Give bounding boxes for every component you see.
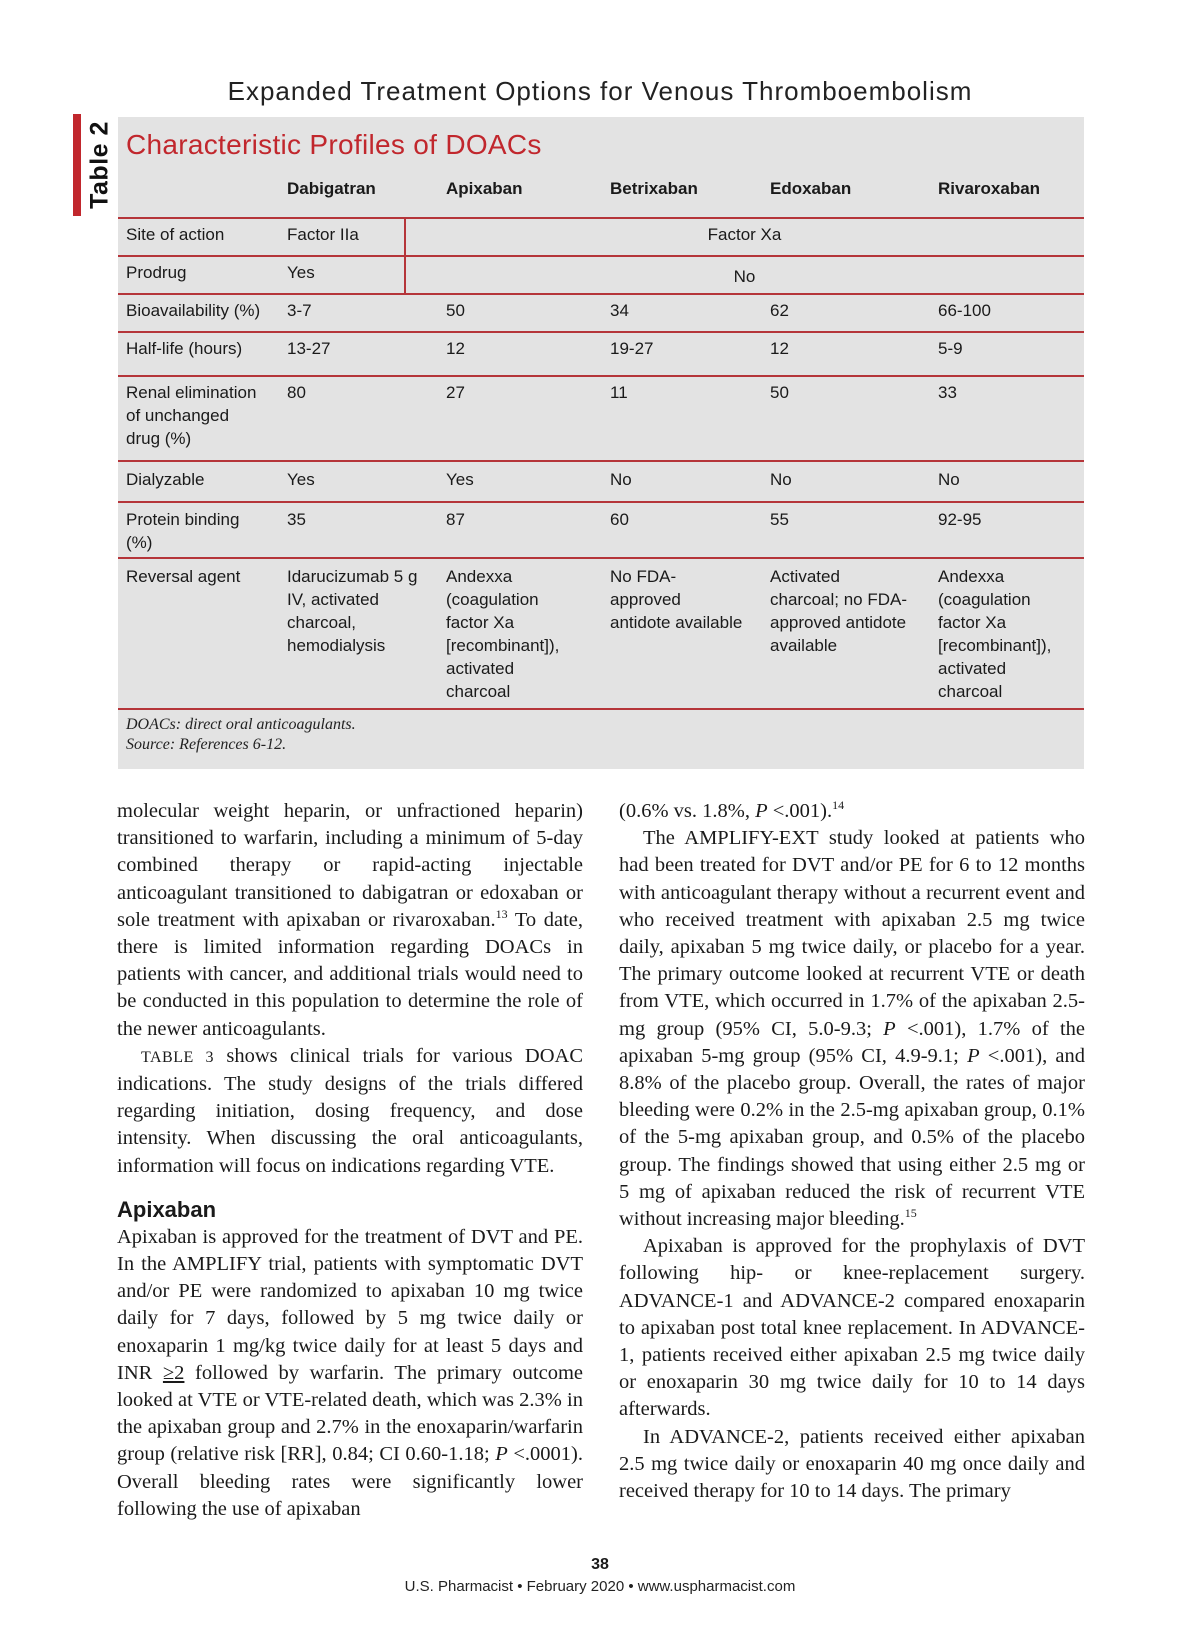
dialyzable-betrixaban: No bbox=[610, 470, 632, 489]
row-label-prodrug: Prodrug bbox=[126, 263, 187, 282]
dialyzable-apixaban: Yes bbox=[446, 470, 474, 489]
table-label-text: Table 2 bbox=[85, 121, 114, 209]
renal-elimination-rivaroxaban: 33 bbox=[938, 383, 957, 402]
column-header-dabigatran: Dabigatran bbox=[287, 179, 376, 198]
page-footer: U.S. Pharmacist • February 2020 • www.uspharmacist.com bbox=[404, 1578, 796, 1595]
paragraph: In ADVANCE-2, patients received either apixaban 2.5 mg twice daily or enoxaparin 40 mg once daily and received therapy for 10 to 14 days. The primary bbox=[619, 1425, 1085, 1503]
reversal-agent-rivaroxaban: Andexxa (coagulation factor Xa [recombinant]), activated charcoal bbox=[938, 567, 1052, 701]
paragraph: TABLE 3 shows clinical trials for various DOAC indications. The study designs of the trials differed regarding initiation, dosing frequency, and dose intensity. When discussing the oral anticoagulants, information will focus on indications regarding VTE. bbox=[117, 1044, 584, 1177]
bioavailability-betrixaban: 34 bbox=[610, 301, 629, 320]
reversal-agent-dabigatran: Idarucizumab 5 g IV, activated charcoal, hemodialysis bbox=[287, 567, 418, 655]
bioavailability-dabigatran: 3-7 bbox=[287, 301, 312, 320]
half-life-betrixaban: 19-27 bbox=[610, 339, 654, 358]
row-rule bbox=[118, 217, 1084, 219]
running-head: Expanded Treatment Options for Venous Thromboembolism bbox=[227, 76, 973, 106]
column-header-apixaban: Apixaban bbox=[446, 179, 523, 198]
row-label-half-life: Half-life (hours) bbox=[126, 339, 243, 358]
row-rule bbox=[118, 460, 1084, 462]
row-label-reversal-agent: Reversal agent bbox=[126, 567, 241, 586]
reference-superscript: 15 bbox=[904, 1206, 917, 1221]
row-rule bbox=[118, 331, 1084, 333]
row-label-renal-elimination: Renal elimination of unchanged drug (%) bbox=[126, 383, 257, 448]
paragraph: molecular weight heparin, or unfractioned heparin) transitioned to warfarin, including a minimum of 5-day combined therapy or rapid-acting injectable anticoagulant transitioned to dabigatran or edoxaban or sole treatment with apixaban or rivaroxaban.$^{13}$ To date, there is limited information regarding DOACs in patients with cancer, and additional trials would need to be conducted in this population to determine the role of the newer anticoagulants. bbox=[117, 800, 583, 1040]
doac-table-panel bbox=[118, 117, 1084, 769]
renal-elimination-dabigatran: 80 bbox=[287, 383, 306, 402]
column-divider bbox=[404, 217, 406, 293]
reversal-agent-apixaban: Andexxa (coagulation factor Xa [recombinant]), activated charcoal bbox=[446, 567, 560, 701]
row-rule bbox=[118, 293, 1084, 295]
site-of-action-dabigatran: Factor IIa bbox=[287, 225, 359, 244]
row-label-site-of-action: Site of action bbox=[126, 225, 225, 244]
paragraph: Apixaban is approved for the prophylaxis of DVT following hip- or knee-replacement surgery. ADVANCE-1 and ADVANCE-2 compared enoxaparin to apixaban post total knee replacement. In ADVANCE-1, patients received either apixaban 2.5 mg twice daily or enoxaparin 30 mg twice daily for 10 to 14 days afterwards. bbox=[619, 1235, 1085, 1421]
table-footnote-source: Source: References 6-12. bbox=[126, 736, 287, 753]
row-rule bbox=[118, 708, 1084, 710]
section-heading-apixaban: Apixaban bbox=[117, 1196, 217, 1222]
prodrug-dabigatran: Yes bbox=[287, 263, 315, 282]
reference-superscript: 13 bbox=[495, 906, 508, 921]
dialyzable-edoxaban: No bbox=[770, 470, 792, 489]
table-label bbox=[73, 114, 119, 216]
column-header-betrixaban: Betrixaban bbox=[610, 179, 698, 198]
table-footnote-abbreviation: DOACs: direct oral anticoagulants. bbox=[126, 716, 356, 733]
prodrug-others: No bbox=[733, 267, 756, 286]
reference-superscript: 14 bbox=[832, 798, 845, 813]
row-rule bbox=[118, 557, 1084, 559]
protein-binding-betrixaban: 60 bbox=[610, 510, 629, 529]
dialyzable-rivaroxaban: No bbox=[938, 470, 960, 489]
column-header-rivaroxaban: Rivaroxaban bbox=[938, 179, 1041, 198]
dialyzable-dabigatran: Yes bbox=[287, 470, 315, 489]
reversal-agent-betrixaban: No FDA- approved antidote available bbox=[610, 567, 743, 632]
bioavailability-rivaroxaban: 66-100 bbox=[938, 301, 991, 320]
body-column-left bbox=[117, 798, 583, 1523]
paragraph: (0.6% vs. 1.8%, P <.001).$^{14}$ bbox=[619, 798, 845, 822]
protein-binding-dabigatran: 35 bbox=[287, 510, 306, 529]
half-life-rivaroxaban: 5-9 bbox=[938, 339, 963, 358]
row-rule bbox=[118, 501, 1084, 503]
row-label-protein-binding: Protein binding (%) bbox=[126, 510, 240, 552]
row-rule bbox=[118, 375, 1084, 377]
bioavailability-edoxaban: 62 bbox=[770, 301, 789, 320]
renal-elimination-betrixaban: 11 bbox=[610, 383, 628, 402]
protein-binding-rivaroxaban: 92-95 bbox=[938, 510, 982, 529]
row-label-bioavailability: Bioavailability (%) bbox=[126, 301, 261, 320]
body-column-right bbox=[619, 798, 1085, 1505]
renal-elimination-apixaban: 27 bbox=[446, 383, 465, 402]
bioavailability-apixaban: 50 bbox=[446, 301, 465, 320]
paragraph: The AMPLIFY-EXT study looked at patients who had been treated for DVT and/or PE for 6 to 12 months with anticoagulant therapy without a recurrent event and who received treatment with apixaban 2.5 mg twice daily, apixaban 5 mg twice daily, or placebo for a year. The primary outcome looked at recurrent VTE or death from VTE, which occurred in 1.7% of the apixaban 2.5-mg group (95% CI, 5.0-9.3; P <.001), 1.7% of the apixaban 5-mg group (95% CI, 4.9-9.1; P <.001), and 8.8% of the placebo group. Overall, the rates of major bleeding were 0.2% in the 2.5-mg apixaban group, 0.1% of the 5-mg apixaban group, and 0.5% of the placebo group. The findings showed that using either 2.5 mg or 5 mg of apixaban reduced the risk of recurrent VTE without increasing major bleeding.$^{15}$ bbox=[619, 827, 1085, 1231]
half-life-apixaban: 12 bbox=[446, 339, 465, 358]
table-title: Characteristic Profiles of DOACs bbox=[126, 129, 542, 160]
protein-binding-apixaban: 87 bbox=[446, 510, 465, 529]
page-number: 38 bbox=[591, 1556, 609, 1573]
site-of-action-factor-xa: Factor Xa bbox=[707, 225, 782, 244]
row-label-dialyzable: Dialyzable bbox=[126, 470, 205, 489]
column-header-edoxaban: Edoxaban bbox=[770, 179, 852, 198]
half-life-edoxaban: 12 bbox=[770, 339, 789, 358]
renal-elimination-edoxaban: 50 bbox=[770, 383, 789, 402]
paragraph: Apixaban is approved for the treatment of DVT and PE. In the AMPLIFY trial, patients with symptomatic DVT and/or PE were randomized to apixaban 10 mg twice daily for 7 days, followed by 5 mg twice daily or enoxaparin 1 mg/kg twice daily for at least 5 days and INR ≥2 followed by warfarin. The primary outcome looked at VTE or VTE-related death, which was 2.3% in the apixaban group and 2.7% in the enoxaparin/warfarin group (relative risk [RR], 0.84; CI 0.60-1.18; P <.0001). Overall bleeding rates were significantly lower following the use of apixaban bbox=[117, 1225, 583, 1520]
reversal-agent-edoxaban: Activated charcoal; no FDA- approved antidote available bbox=[770, 567, 907, 655]
half-life-dabigatran: 13-27 bbox=[287, 339, 331, 358]
protein-binding-edoxaban: 55 bbox=[770, 510, 789, 529]
row-rule bbox=[118, 255, 1084, 257]
table-3-reference: TABLE 3 bbox=[141, 1048, 214, 1066]
